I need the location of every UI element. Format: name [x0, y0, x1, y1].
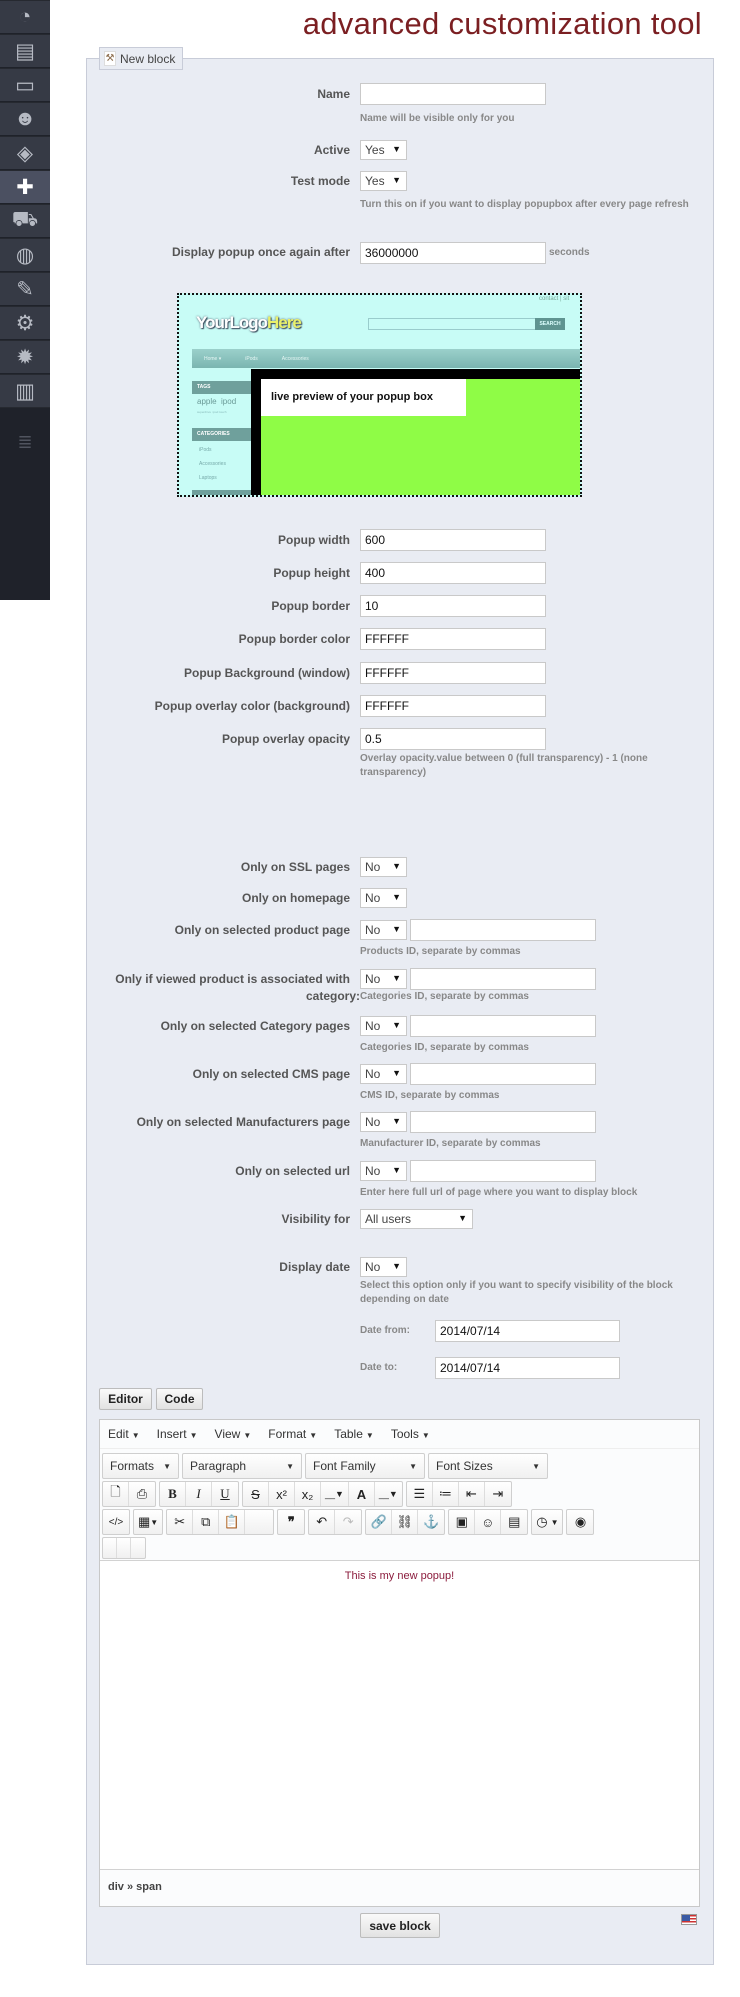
name-label: Name	[317, 87, 350, 101]
preview-category: Laptops	[199, 475, 217, 481]
element-path: div » span	[108, 1881, 162, 1893]
background-color-dropdown-icon[interactable]: __▼	[378, 1489, 398, 1499]
overlay-opacity-input[interactable]	[360, 728, 546, 750]
visibility-select[interactable]	[360, 1209, 473, 1229]
manufacturers-ids-input[interactable]	[410, 1111, 596, 1133]
url-value: No	[365, 1164, 381, 1178]
visibility-value: All users	[365, 1212, 412, 1226]
display-again-label: Display popup once again after	[171, 245, 350, 259]
text-color-dropdown-icon[interactable]: __▼	[321, 1482, 349, 1506]
blockquote-icon[interactable]: ❞	[287, 1514, 295, 1529]
dropdown-arrow-icon: ▼	[392, 175, 401, 185]
dropdown-arrow-icon: ▼	[392, 1068, 401, 1078]
test-mode-select[interactable]	[360, 171, 407, 191]
menu-view[interactable]: View ▼	[214, 1427, 252, 1441]
cut-icon[interactable]: ✂	[167, 1510, 193, 1534]
blank-button-icon[interactable]	[117, 1538, 131, 1558]
collapse-menu-icon[interactable]: ≣	[17, 432, 33, 452]
manufacturers-label: Only on selected Manufacturers page	[136, 1115, 350, 1129]
preview-search-input	[368, 318, 536, 330]
indent-icon[interactable]: ⇥	[492, 1486, 504, 1501]
menu-table[interactable]: Table ▼	[334, 1427, 374, 1441]
popup-width-input[interactable]	[360, 529, 546, 551]
dropdown-arrow-icon: ▼	[392, 973, 401, 983]
dropdown-arrow-icon: ▼	[392, 1020, 401, 1030]
product-select[interactable]	[360, 920, 407, 940]
save-block-button[interactable]: save block	[360, 1913, 440, 1938]
popup-background-input[interactable]	[360, 662, 546, 684]
media-icon[interactable]: ▤	[508, 1514, 521, 1529]
unlink-icon[interactable]: ⛓	[392, 1510, 418, 1534]
preview-popup-box	[251, 369, 582, 497]
subscript-icon[interactable]: x₂	[295, 1482, 321, 1506]
manufacturers-help: Manufacturer ID, separate by commas	[360, 1138, 541, 1149]
cms-label: Only on selected CMS page	[192, 1067, 350, 1081]
link-icon[interactable]: 🔗	[366, 1510, 392, 1534]
bold-icon[interactable]: B	[160, 1482, 186, 1506]
print-icon[interactable]: ⎙	[136, 1486, 148, 1501]
display-date-help: Select this option only if you want to specify visibility of the block depending on date	[360, 1280, 673, 1305]
cms-select[interactable]	[360, 1064, 407, 1084]
toolbar-row-3	[102, 1509, 594, 1535]
overlay-opacity-help: Overlay opacity.value between 0 (full transparency) - 1 (none transparency)	[360, 753, 648, 778]
url-help: Enter here full url of page where you want to display block	[360, 1187, 638, 1198]
preview-categories-header: CATEGORIES	[192, 428, 252, 441]
new-document-icon[interactable]: 🗋	[103, 1482, 129, 1506]
gears-icon: ⚙	[15, 311, 35, 335]
font-color-icon[interactable]: A	[349, 1482, 375, 1506]
sidebar-item-stats[interactable]	[0, 374, 50, 408]
table-icon[interactable]: ▦ ▼	[138, 1514, 159, 1529]
bar-chart-icon: ▥	[15, 379, 35, 403]
category-ids-input[interactable]	[410, 1015, 596, 1037]
seconds-unit: seconds	[549, 247, 590, 258]
date-from-label: Date from:	[360, 1325, 411, 1336]
sidebar-item-administration[interactable]	[0, 340, 50, 373]
gear-icon: ✹	[16, 345, 34, 369]
product-label: Only on selected product page	[174, 923, 350, 937]
numbered-list-icon[interactable]: ≔	[433, 1482, 459, 1506]
dropdown-arrow-icon: ▼	[392, 1261, 401, 1271]
toolbar-row-2	[102, 1481, 512, 1507]
page-title: advanced customization tool	[302, 6, 702, 41]
popup-height-input[interactable]	[360, 562, 546, 584]
book-icon: ▤	[15, 39, 35, 63]
display-date-value: No	[365, 1260, 381, 1274]
preview-search-button: SEARCH	[535, 318, 565, 330]
url-input[interactable]	[410, 1160, 596, 1182]
display-date-label: Display date	[279, 1260, 350, 1274]
test-mode-value: Yes	[365, 174, 385, 188]
sidebar-item-price-rules[interactable]	[0, 136, 50, 169]
active-label: Active	[313, 143, 350, 157]
us-flag-icon[interactable]	[681, 1914, 697, 1925]
outdent-icon[interactable]: ⇤	[459, 1482, 485, 1506]
credit-card-icon: ▭	[15, 73, 35, 97]
display-date-select[interactable]	[360, 1257, 407, 1277]
legend-label: New block	[120, 51, 176, 66]
code-tab-button[interactable]: Code	[156, 1388, 203, 1410]
dropdown-arrow-icon: ▼	[392, 1165, 401, 1175]
toolbar-row-4	[102, 1537, 146, 1559]
menu-edit[interactable]: Edit ▼	[108, 1427, 140, 1441]
dropdown-arrow-icon: ▼	[392, 892, 401, 902]
wrench-icon: ⚒	[105, 53, 115, 64]
dropdown-arrow-icon: ▼	[458, 1213, 467, 1223]
sidebar-item-localization[interactable]	[0, 238, 50, 271]
sidebar-item-advanced-parameters[interactable]	[0, 306, 50, 339]
anchor-icon[interactable]: ⚓	[423, 1514, 440, 1529]
ssl-select[interactable]	[360, 857, 407, 877]
url-select[interactable]	[360, 1161, 407, 1181]
italic-icon[interactable]: I	[186, 1482, 212, 1506]
popup-border-color-input[interactable]	[360, 628, 546, 650]
overlay-color-label: Popup overlay color (background)	[154, 699, 350, 713]
date-from-input[interactable]	[435, 1320, 620, 1342]
ssl-label: Only on SSL pages	[240, 860, 350, 874]
rich-text-editor	[99, 1419, 700, 1907]
tag-icon: ◈	[16, 141, 34, 165]
url-label: Only on selected url	[235, 1164, 350, 1178]
assoc-category-ids-input[interactable]	[410, 968, 596, 990]
popup-height-label: Popup height	[273, 566, 350, 580]
blank-button-icon[interactable]	[131, 1538, 145, 1558]
paragraph-dropdown[interactable]: Paragraph ▼	[190, 1459, 294, 1473]
display-again-input[interactable]	[360, 242, 546, 264]
dropdown-arrow-icon: ▼	[392, 1116, 401, 1126]
popup-width-label: Popup width	[278, 533, 350, 547]
sidebar-item-dashboard[interactable]	[0, 0, 50, 33]
overlay-color-input[interactable]	[360, 695, 546, 717]
menu-insert[interactable]: Insert ▼	[156, 1427, 198, 1441]
date-to-label: Date to:	[360, 1362, 398, 1373]
preview-logo: YourLogoHere	[196, 313, 301, 332]
blank-button-icon[interactable]	[245, 1510, 273, 1534]
preview-top-link: contact | sit	[539, 296, 570, 302]
formats-dropdown[interactable]: Formats ▼	[110, 1459, 171, 1473]
redo-icon[interactable]: ↷	[342, 1514, 354, 1529]
overlay-opacity-label: Popup overlay opacity	[221, 732, 350, 746]
sidebar-item-orders[interactable]	[0, 68, 50, 101]
image-icon[interactable]: ▣	[449, 1510, 475, 1534]
product-help: Products ID, separate by commas	[360, 946, 521, 957]
paste-icon[interactable]: 📋	[219, 1510, 245, 1534]
homepage-label: Only on homepage	[241, 891, 350, 905]
superscript-icon[interactable]: x²	[269, 1482, 295, 1506]
strikethrough-icon[interactable]: S	[243, 1482, 269, 1506]
assoc-category-label-2: category:	[305, 989, 360, 1003]
preview-tags-header: TAGS	[192, 381, 252, 394]
popup-live-preview	[177, 293, 582, 497]
users-icon: ☻	[13, 107, 37, 130]
undo-icon[interactable]: ↶	[309, 1510, 335, 1534]
sidebar-item-preferences[interactable]	[0, 272, 50, 305]
font-family-dropdown[interactable]: Font Family ▼	[313, 1459, 417, 1473]
visibility-label: Visibility for	[281, 1212, 350, 1226]
clock-icon[interactable]: ◷ ▼	[536, 1514, 559, 1529]
preview-category: Accessories	[199, 461, 226, 467]
popup-background-label: Popup Background (window)	[184, 666, 350, 680]
manufacturers-select[interactable]	[360, 1112, 407, 1132]
dashboard-icon: ◔	[18, 5, 32, 28]
font-sizes-dropdown[interactable]: Font Sizes ▼	[436, 1459, 540, 1473]
blank-button-icon[interactable]	[103, 1538, 117, 1558]
category-label: Only on selected Category pages	[160, 1019, 350, 1033]
cms-ids-input[interactable]	[410, 1063, 596, 1085]
dropdown-arrow-icon: ▼	[392, 861, 401, 871]
popup-border-label: Popup border	[271, 599, 350, 613]
preview-category: iPods	[199, 447, 212, 453]
ssl-value: No	[365, 860, 381, 874]
category-select[interactable]	[360, 1016, 407, 1036]
homepage-select[interactable]	[360, 888, 407, 908]
editor-menubar	[100, 1420, 699, 1449]
assoc-category-help: Categories ID, separate by commas	[360, 991, 529, 1002]
preview-tags-small: superdrive ipod touch	[197, 410, 227, 414]
assoc-category-select[interactable]	[360, 969, 407, 989]
product-value: No	[365, 923, 381, 937]
product-ids-input[interactable]	[410, 919, 596, 941]
preview-popup-text: live preview of your popup box	[261, 379, 466, 416]
emoticon-icon[interactable]: ☺	[475, 1510, 501, 1534]
date-to-input[interactable]	[435, 1357, 620, 1379]
menu-format[interactable]: Format ▼	[268, 1427, 318, 1441]
preview-nav: Home ▾ iPods Accessories	[192, 349, 582, 368]
menu-tools[interactable]: Tools ▼	[390, 1427, 430, 1441]
cms-help: CMS ID, separate by commas	[360, 1090, 500, 1101]
source-code-icon[interactable]: </>	[108, 1516, 124, 1528]
active-value: Yes	[365, 143, 385, 157]
sidebar-item-shipping[interactable]	[0, 204, 50, 237]
bullet-list-icon[interactable]: ☰	[407, 1482, 433, 1506]
sidebar-item-catalog[interactable]	[0, 34, 50, 67]
test-mode-label: Test mode	[290, 174, 350, 188]
category-help: Categories ID, separate by commas	[360, 1042, 529, 1053]
preview-eye-icon[interactable]: ◉	[574, 1514, 587, 1529]
dropdown-arrow-icon: ▼	[392, 924, 401, 934]
editor-tab-button[interactable]: Editor	[99, 1388, 152, 1410]
truck-icon: ⛟	[11, 208, 39, 231]
popup-border-color-label: Popup border color	[238, 632, 350, 646]
category-value: No	[365, 1019, 381, 1033]
homepage-value: No	[365, 891, 381, 905]
fieldset-legend	[99, 47, 183, 70]
editor-content-text: This is my new popup!	[344, 1570, 455, 1582]
underline-icon[interactable]: U	[220, 1486, 230, 1501]
sidebar	[0, 0, 50, 600]
popup-border-input[interactable]	[360, 595, 546, 617]
sidebar-item-customers[interactable]	[0, 102, 50, 135]
assoc-category-label: Only if viewed product is associated with	[115, 972, 350, 986]
puzzle-icon: ✚	[16, 175, 34, 199]
globe-icon: ◍	[15, 243, 35, 267]
preview-section-header	[192, 490, 252, 497]
editor-content-area[interactable]	[100, 1560, 699, 1870]
sidebar-item-modules[interactable]	[0, 170, 50, 203]
preview-tags: apple ipod	[197, 397, 237, 406]
name-help: Name will be visible only for you	[360, 113, 515, 124]
assoc-category-value: No	[365, 972, 381, 986]
copy-icon[interactable]: ⧉	[193, 1510, 219, 1534]
cms-value: No	[365, 1067, 381, 1081]
manufacturers-value: No	[365, 1115, 381, 1129]
name-input[interactable]	[360, 83, 546, 105]
active-select[interactable]	[360, 140, 407, 160]
test-mode-help: Turn this on if you want to display popupbox after every page refresh	[360, 199, 689, 210]
dropdown-arrow-icon: ▼	[392, 144, 401, 154]
toolbar-row-1	[102, 1453, 548, 1479]
wrench-icon: ✎	[16, 277, 34, 301]
